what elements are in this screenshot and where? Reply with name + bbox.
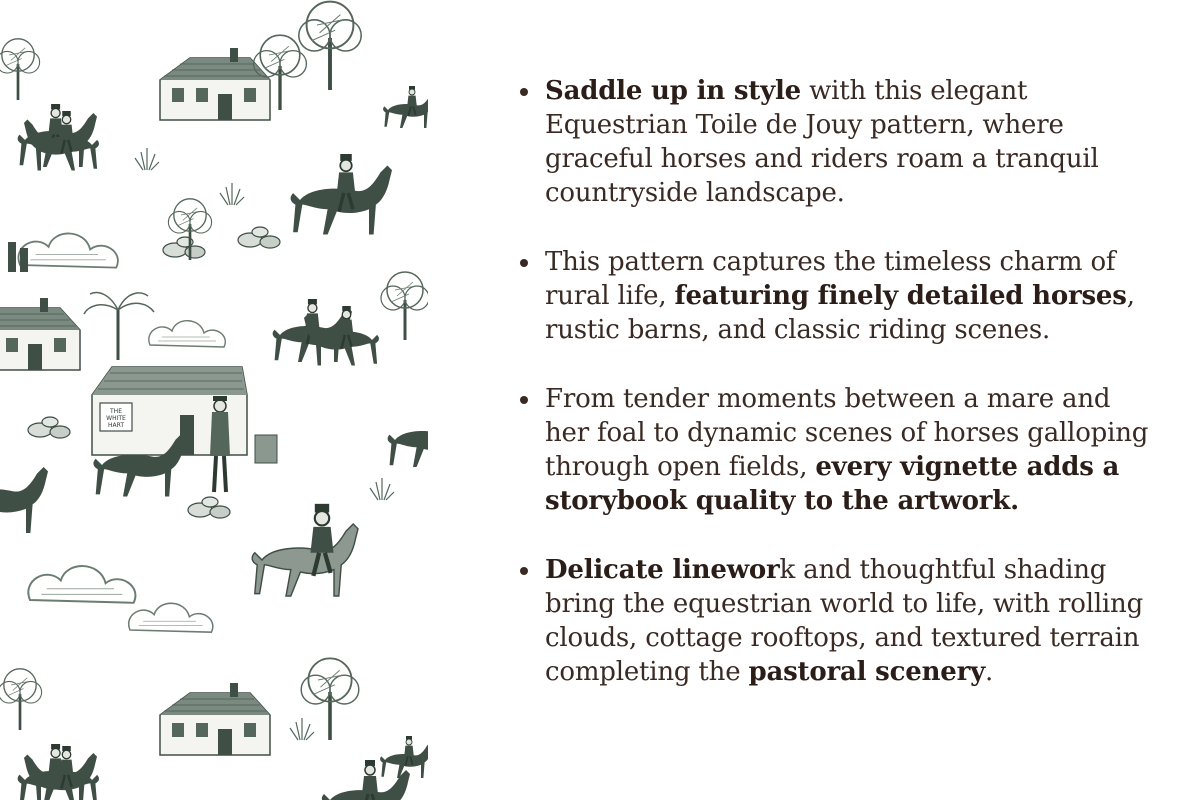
bullet-item — [512, 382, 1152, 518]
feature-bullet-list — [512, 74, 1152, 689]
bullet-1-bold-lead: Saddle up in style — [545, 76, 801, 106]
bullet-4-text-after: . — [985, 657, 994, 687]
bullet-3-text-before: From tender moments between a mare and her foal to dynamic scenes of horses galloping through open fields, — [545, 384, 1149, 482]
bullet-item — [512, 553, 1152, 689]
toile-pattern-svg — [0, 0, 428, 800]
pub-sign-line-2: WHITE — [106, 415, 126, 422]
bullet-2-text-before: This pattern captures the timeless charm of rural life, — [545, 247, 1116, 311]
bullet-item — [512, 245, 1152, 347]
bullet-4-bold: pastoral scenery — [748, 657, 986, 687]
bullet-4-text-before: k and thoughtful shading bring the equestrian world to life, with rolling clouds, cottage rooftops, and textured terrain completing the — [545, 555, 1144, 687]
bullet-4-bold-lead: Delicate linewor — [545, 555, 780, 585]
bullet-2-text-after: , rustic barns, and classic riding scenes. — [545, 281, 1135, 345]
bullet-2-bold: featuring finely detailed horses — [674, 281, 1127, 311]
toile-pattern-illustration — [0, 0, 428, 800]
description-panel — [512, 74, 1152, 724]
bullet-3-bold: every vignette adds a storybook quality to the artwork. — [545, 452, 1120, 516]
pub-sign-line-3: HART — [107, 422, 125, 429]
bullet-1-text: with this elegant Equestrian Toile de Jouy pattern, where graceful horses and riders roam a tranquil countryside landscape. — [545, 76, 1099, 208]
pub-sign-line-1: THE — [110, 408, 122, 415]
bullet-item — [512, 74, 1152, 210]
